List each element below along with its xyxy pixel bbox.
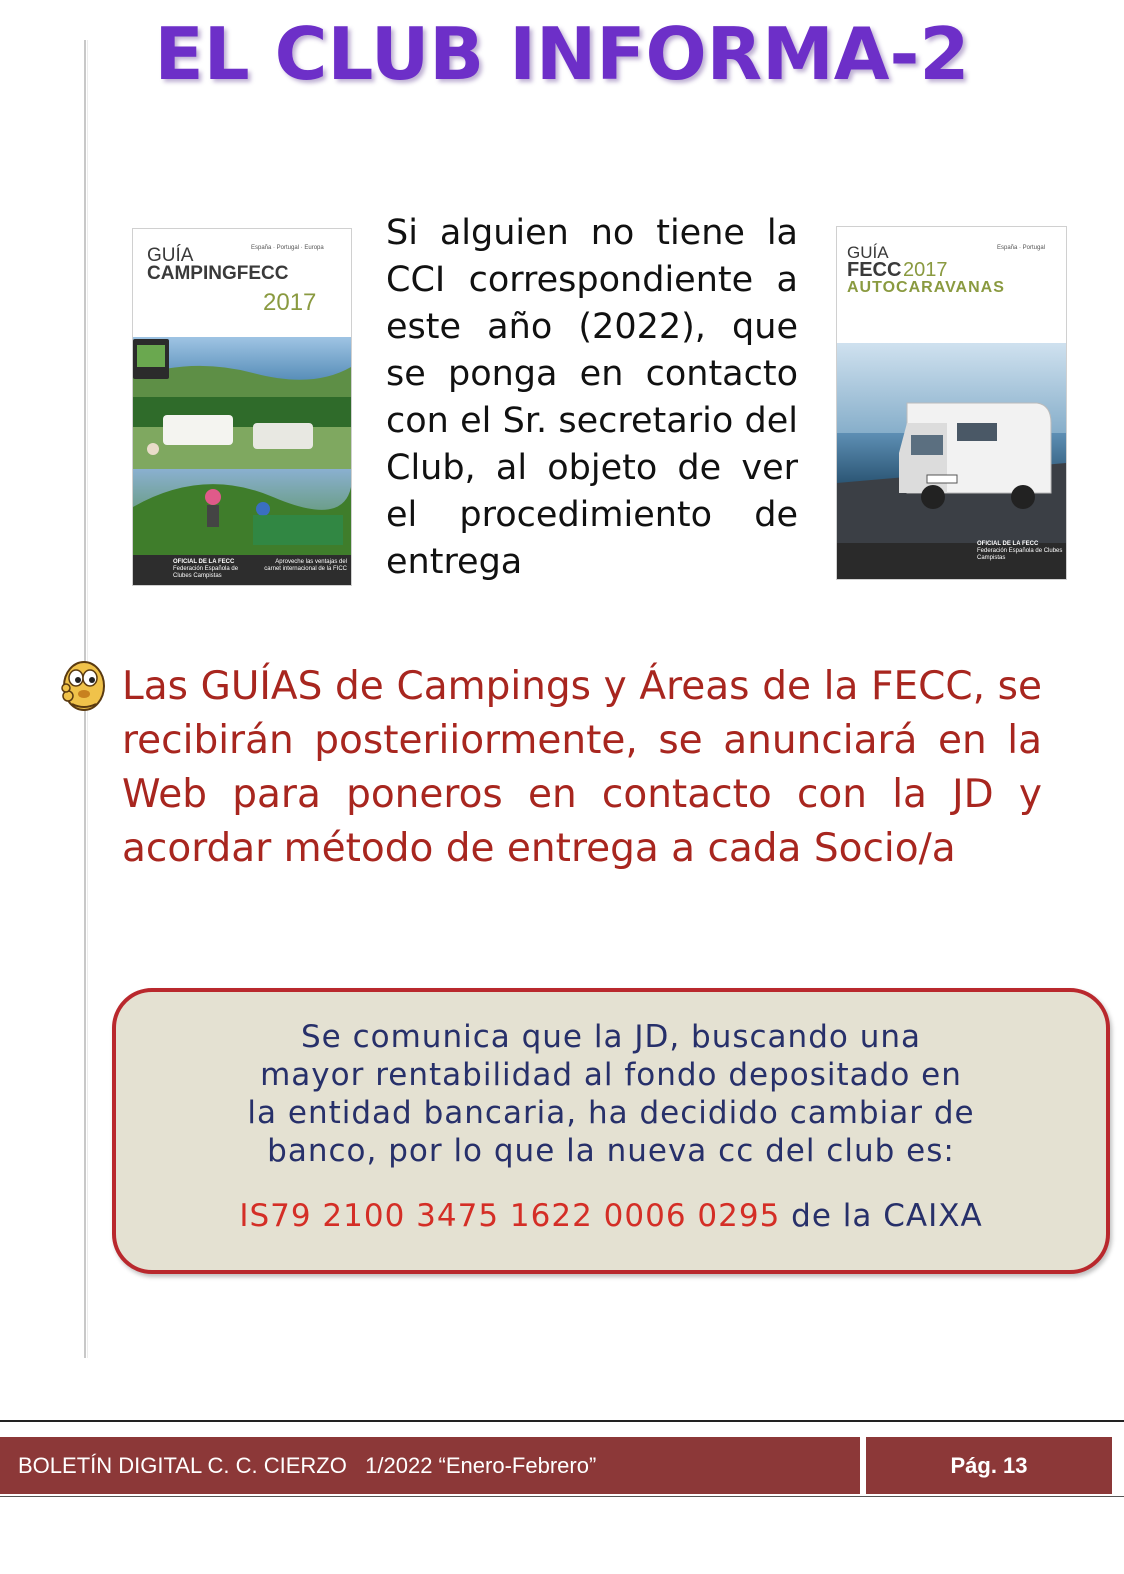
cover-guia-label: GUÍA: [847, 243, 889, 262]
notice-line: mayor rentabilidad al fondo depositado en: [260, 1057, 962, 1093]
peeking-mascot-icon: [54, 648, 110, 728]
cover-footer-official: OFICIAL DE LA FECC Federación Española de Clubes Campistas: [977, 541, 1063, 561]
cover-photos: [133, 337, 351, 557]
bank-name: de la CAIXA: [780, 1198, 983, 1234]
notice-account: [116, 1198, 1106, 1234]
iban-number: IS79 2100 3475 1622 0006 0295: [239, 1198, 781, 1234]
notice-line: banco, por lo que la nueva cc del club es:: [267, 1133, 955, 1169]
page-title: EL CLUB INFORMA-2: [154, 12, 970, 96]
guias-notice-text: Las GUÍAS de Campings y Áreas de la FECC, se recibirán posteriiormente, se anunciará en la Web para poneros en contacto con la JD y acordar método de entrega a cada Socio/a: [122, 664, 1042, 871]
notice-line: la entidad bancaria, ha decidido cambiar de: [247, 1095, 975, 1131]
cover-subtitle-label: AUTOCARAVANAS: [847, 279, 1005, 296]
cover-year-label: 2017: [263, 289, 317, 316]
guia-camping-cover: [132, 228, 352, 586]
cover-brand-label: CAMPINGFECC: [147, 263, 289, 284]
cci-notice-text: Si alguien no tiene la CCI correspondiente a este año (2022), que se ponga en contacto con el Sr. secretario del Club, al objeto de ver el procedimiento de entrega: [386, 213, 798, 582]
cover-footer-note: Aproveche las ventajas del carnet internacional de la FICC: [264, 559, 347, 572]
footer-bulletin-text: BOLETÍN DIGITAL C. C. CIERZO 1/2022 “Enero-Febrero”: [18, 1453, 597, 1478]
cover-guia-label: GUÍA: [147, 245, 194, 266]
guia-autocaravanas-cover: [836, 226, 1067, 580]
cover-footer-official: OFICIAL DE LA FECC Federación Española de Clubes Campistas: [173, 559, 239, 579]
footer-divider: [0, 1420, 1124, 1422]
cover-countries-label: España · Portugal · Europa: [251, 245, 324, 251]
footer-bottom-divider: [0, 1496, 1124, 1497]
notice-line: Se comunica que la JD, buscando una: [300, 1019, 921, 1055]
bank-change-notice: [112, 988, 1110, 1274]
cover-brand-label: FECC: [847, 259, 902, 281]
footer-page-number: Pág. 13: [866, 1437, 1112, 1494]
footer-bulletin: [0, 1437, 860, 1494]
cover-year-label: 2017: [903, 259, 948, 281]
cover-countries-label: España · Portugal: [997, 245, 1046, 251]
notice-body: [116, 1018, 1106, 1170]
